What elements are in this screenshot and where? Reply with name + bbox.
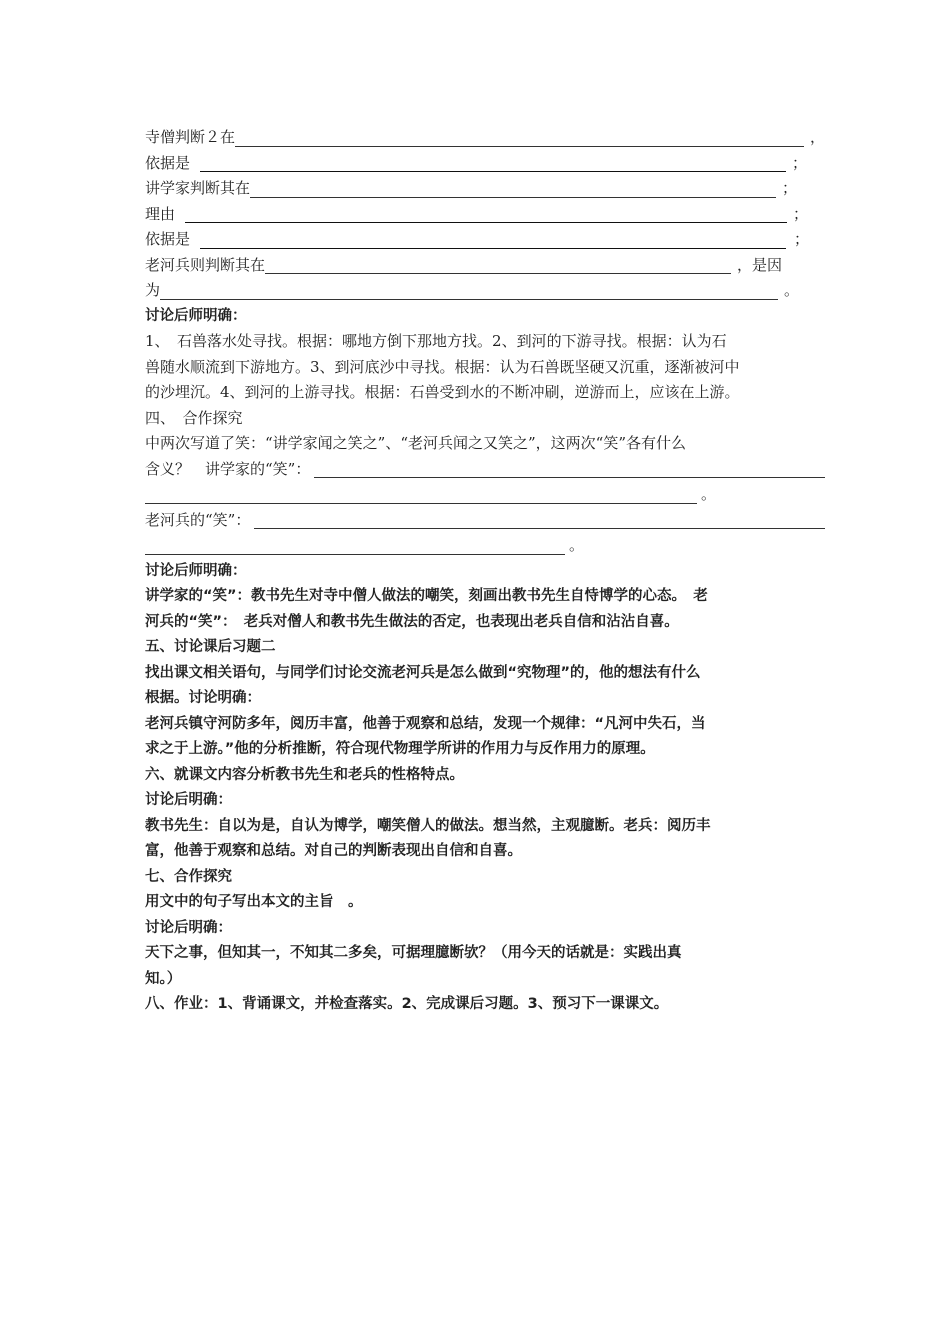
blank-soldier-laugh-cont[interactable]	[145, 536, 565, 555]
discussion-text-line: 河兵的“笑”： 老兵对僧人和教书先生做法的否定，也表现出老兵自信和沾沾自喜。	[145, 613, 679, 630]
blank-reason[interactable]	[185, 204, 787, 223]
section7-text-line: 天下之事，但知其一，不知其二多矣，可据理臆断欤？（用今天的话就是：实践出真	[145, 945, 682, 961]
fill-line-because: 为 。	[145, 281, 800, 299]
section6-text-line: 教书先生：自以为是，自认为博学，嘲笑僧人的做法。想当然，主观臆断。老兵：阅历丰	[145, 817, 711, 834]
fill-line-reason: 理由 ；	[145, 204, 809, 223]
section7-discussion-label: 讨论后明确：	[145, 919, 232, 936]
section5-text-line: 老河兵镇守河防多年，阅历丰富，他善于观察和总结，发现一个规律：“凡河中失石，当	[145, 715, 706, 732]
blank-basis-1[interactable]	[200, 153, 786, 172]
fill-line-basis-2: 依据是 ；	[145, 230, 810, 248]
section-heading-4: 四、 合作探究	[145, 408, 243, 427]
fill-line-scholar-laugh-cont: 。	[145, 482, 825, 508]
document-page	[145, 125, 825, 1018]
fill-line-soldier-judgement: 老河兵则判断其在 ，是因	[145, 255, 783, 274]
section5-text-line: 根据。讨论明确：	[145, 690, 261, 706]
discussion-heading-1: 讨论后师明确：	[145, 307, 247, 324]
blank-monk-location[interactable]	[235, 128, 804, 147]
discussion-heading-2: 讨论后师明确：	[145, 562, 247, 579]
fill-line-soldier-laugh: 老河兵的“笑”：	[145, 508, 825, 534]
blank-scholar-laugh[interactable]	[314, 459, 825, 478]
section6-text-line: 富，他善于观察和总结。对自己的判断表现出自信和自喜。	[145, 843, 522, 859]
section7-text-line: 知。）	[145, 970, 182, 987]
blank-scholar-laugh-cont[interactable]	[145, 485, 697, 504]
section5-text-line: 求之于上游。”他的分析推断，符合现代物理学所讲的作用力与反作用力的原理。	[145, 741, 655, 757]
blank-basis-2[interactable]	[200, 230, 786, 249]
discussion-text-line: 1、 石兽落水处寻找。根据：哪地方倒下那地方找。2、到河的下游寻找。根据：认为石	[145, 332, 727, 350]
section5-text-line: 找出课文相关语句，与同学们讨论交流老河兵是怎么做到“究物理”的，他的想法有什么	[145, 664, 701, 681]
fill-line-monk-judgement: 寺僧判断２在 ，	[145, 128, 825, 146]
blank-soldier-location[interactable]	[265, 255, 731, 274]
fill-line-basis-1: 依据是 ；	[145, 153, 808, 172]
section-heading-7: 七、合作探究	[145, 868, 232, 885]
section-heading-5: 五、讨论课后习题二	[145, 639, 276, 655]
section7-text-line: 用文中的句子写出本文的主旨 。	[145, 894, 363, 910]
section-heading-8-homework: 八、作业：1、背诵课文，并检查落实。2、完成课后习题。3、预习下一课课文。	[145, 996, 669, 1012]
discussion-text-line: 讲学家的“笑”：教书先生对寺中僧人做法的嘲笑，刻画出教书先生自恃博学的心态。 老	[145, 588, 708, 604]
discussion-text-line: 的沙埋沉。4、到河的上游寻找。根据：石兽受到水的不断冲刷，逆游而上，应该在上游。	[145, 383, 740, 401]
fill-line-soldier-laugh-cont: 。	[145, 533, 825, 559]
blank-because[interactable]	[160, 281, 778, 300]
blank-soldier-laugh[interactable]	[254, 510, 825, 529]
discussion-text-line: 兽随水顺流到下游地方。3、到河底沙中寻找。根据：认为石兽既坚硬又沉重，逐渐被河中	[145, 357, 740, 376]
blank-scholar-location[interactable]	[250, 179, 776, 198]
fill-line-scholar-judgement: 讲学家判断其在 ；	[145, 179, 798, 197]
section-heading-6: 六、就课文内容分析教书先生和老兵的性格特点。	[145, 766, 464, 783]
section4-question: 中两次写道了笑：“讲学家闻之笑之”、“老河兵闻之又笑之”，这两次“笑”各有什么	[145, 434, 687, 452]
fill-line-scholar-laugh: 含义？ 讲学家的“笑”：	[145, 457, 825, 483]
section6-discussion-label: 讨论后明确：	[145, 792, 232, 808]
